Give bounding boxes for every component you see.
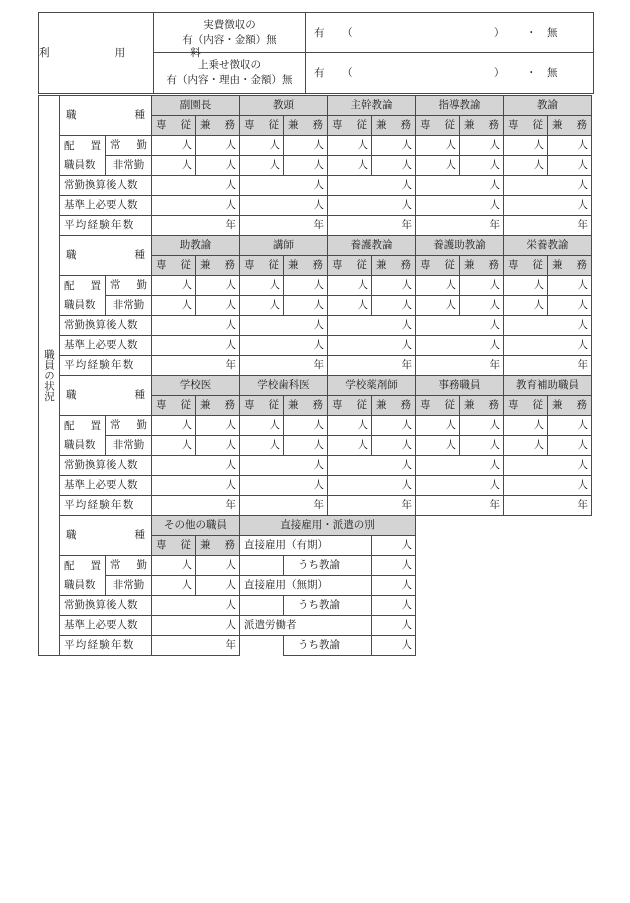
converted-count-cell[interactable]: 人 — [416, 456, 504, 476]
full-time-header: 専 従 — [504, 256, 548, 276]
full-time-header: 専 従 — [328, 256, 372, 276]
count-cell[interactable]: 人 — [328, 296, 372, 316]
count-cell[interactable]: 人 — [328, 436, 372, 456]
count-cell[interactable]: 人 — [196, 556, 240, 576]
full-time-header: 専 従 — [328, 116, 372, 136]
count-cell[interactable]: 人 — [152, 436, 196, 456]
full-time-header: 専 従 — [240, 116, 284, 136]
employment-count[interactable]: 人 — [372, 536, 416, 556]
count-cell[interactable]: 人 — [152, 416, 196, 436]
staff-count-label: 職員数 — [60, 436, 106, 456]
job-name: 講師 — [240, 236, 328, 256]
count-cell[interactable]: 人 — [416, 296, 460, 316]
required-count-label: 基準上必要人数 — [60, 476, 152, 496]
concurrent-header: 兼 務 — [460, 396, 504, 416]
employment-count[interactable]: 人 — [372, 556, 416, 576]
required-count-cell[interactable]: 人 — [416, 196, 504, 216]
staff-side-label: 職員の状況 — [39, 96, 60, 656]
indent-spacer — [240, 596, 284, 616]
job-name: 副園長 — [152, 96, 240, 116]
count-cell[interactable]: 人 — [240, 296, 284, 316]
employment-header: 直接雇用・派遣の別 — [240, 516, 416, 536]
avg-years-cell[interactable]: 年 — [504, 496, 592, 516]
count-cell[interactable]: 人 — [548, 416, 592, 436]
count-cell[interactable]: 人 — [284, 136, 328, 156]
concurrent-header: 兼 務 — [284, 396, 328, 416]
blank-area — [416, 616, 594, 636]
avg-years-cell[interactable]: 年 — [152, 216, 240, 236]
nonregular-label: 非常勤 — [106, 296, 152, 316]
converted-count-cell[interactable]: 人 — [504, 456, 592, 476]
count-cell[interactable]: 人 — [460, 436, 504, 456]
avg-years-cell[interactable]: 年 — [240, 496, 328, 516]
count-cell[interactable]: 人 — [196, 436, 240, 456]
assigned-label: 配 置 — [60, 276, 106, 296]
converted-count-cell[interactable]: 人 — [328, 176, 416, 196]
count-cell[interactable]: 人 — [196, 136, 240, 156]
count-cell[interactable]: 人 — [196, 276, 240, 296]
required-count-label: 基準上必要人数 — [60, 616, 152, 636]
full-time-header: 専 従 — [416, 116, 460, 136]
nonregular-label: 非常勤 — [106, 576, 152, 596]
count-cell[interactable]: 人 — [504, 436, 548, 456]
count-cell[interactable]: 人 — [240, 436, 284, 456]
regular-label: 常 勤 — [106, 276, 152, 296]
full-time-header: 専 従 — [328, 396, 372, 416]
concurrent-header: 兼 務 — [548, 396, 592, 416]
full-time-header: 専 従 — [504, 116, 548, 136]
count-cell[interactable]: 人 — [196, 416, 240, 436]
count-cell[interactable]: 人 — [460, 136, 504, 156]
concurrent-header: 兼 務 — [284, 116, 328, 136]
count-cell[interactable]: 人 — [460, 156, 504, 176]
fee-label: 利 用 料 — [39, 13, 154, 94]
employment-type: 直接雇用（有期） — [240, 536, 372, 556]
avg-years-cell[interactable]: 年 — [152, 636, 240, 656]
converted-count-cell[interactable]: 人 — [240, 316, 328, 336]
required-count-cell[interactable]: 人 — [416, 476, 504, 496]
required-count-cell[interactable]: 人 — [240, 476, 328, 496]
job-name: 教諭 — [504, 96, 592, 116]
count-cell[interactable]: 人 — [372, 436, 416, 456]
converted-count-label: 常勤換算後人数 — [60, 456, 152, 476]
converted-count-cell[interactable]: 人 — [152, 596, 240, 616]
converted-count-cell[interactable]: 人 — [328, 456, 416, 476]
count-cell[interactable]: 人 — [152, 556, 196, 576]
staff-table — [38, 95, 593, 656]
job-name: 養護助教諭 — [416, 236, 504, 256]
count-cell[interactable]: 人 — [372, 136, 416, 156]
count-cell[interactable]: 人 — [372, 156, 416, 176]
count-cell[interactable]: 人 — [240, 276, 284, 296]
count-cell[interactable]: 人 — [152, 136, 196, 156]
surcharge-choice[interactable]: 有 （ ） ・ 無 — [306, 53, 594, 94]
full-time-header: 専 従 — [416, 396, 460, 416]
regular-label: 常 勤 — [106, 136, 152, 156]
count-cell[interactable]: 人 — [372, 416, 416, 436]
concurrent-header: 兼 務 — [548, 116, 592, 136]
job-name: 主幹教論 — [328, 96, 416, 116]
converted-count-cell[interactable]: 人 — [328, 316, 416, 336]
count-cell[interactable]: 人 — [284, 156, 328, 176]
count-cell[interactable]: 人 — [548, 136, 592, 156]
job-name: 教頭 — [240, 96, 328, 116]
count-cell[interactable]: 人 — [240, 416, 284, 436]
count-cell[interactable]: 人 — [328, 416, 372, 436]
count-cell[interactable]: 人 — [416, 416, 460, 436]
job-name: 養護教論 — [328, 236, 416, 256]
converted-count-cell[interactable]: 人 — [504, 316, 592, 336]
full-time-header: 専 従 — [240, 396, 284, 416]
count-cell[interactable]: 人 — [328, 136, 372, 156]
count-cell[interactable]: 人 — [284, 276, 328, 296]
avg-years-cell[interactable]: 年 — [416, 496, 504, 516]
count-cell[interactable]: 人 — [504, 276, 548, 296]
full-time-header: 専 従 — [152, 536, 196, 556]
job-name: 学校薬剤師 — [328, 376, 416, 396]
avg-years-label: 平均経験年数 — [60, 496, 152, 516]
required-count-cell[interactable]: 人 — [152, 476, 240, 496]
converted-count-cell[interactable]: 人 — [504, 176, 592, 196]
converted-count-cell[interactable]: 人 — [240, 456, 328, 476]
count-cell[interactable]: 人 — [152, 276, 196, 296]
required-count-label: 基準上必要人数 — [60, 196, 152, 216]
assigned-label: 配 置 — [60, 136, 106, 156]
avg-years-cell[interactable]: 年 — [328, 356, 416, 376]
job-name: 学校歯科医 — [240, 376, 328, 396]
avg-years-cell[interactable]: 年 — [416, 356, 504, 376]
full-time-header: 専 従 — [504, 396, 548, 416]
required-count-cell[interactable]: 人 — [328, 196, 416, 216]
count-cell[interactable]: 人 — [372, 276, 416, 296]
regular-label: 常 勤 — [106, 556, 152, 576]
job-type-label: 職 種 — [60, 96, 152, 136]
avg-years-label: 平均経験年数 — [60, 636, 152, 656]
count-cell[interactable]: 人 — [372, 296, 416, 316]
count-cell[interactable]: 人 — [328, 156, 372, 176]
job-name: 栄養教諭 — [504, 236, 592, 256]
blank-area — [416, 576, 594, 596]
fee-table — [38, 12, 594, 94]
count-cell[interactable]: 人 — [460, 416, 504, 436]
concurrent-header: 兼 務 — [196, 116, 240, 136]
job-type-label: 職 種 — [60, 376, 152, 416]
concurrent-header: 兼 務 — [372, 396, 416, 416]
count-cell[interactable]: 人 — [284, 416, 328, 436]
avg-years-cell[interactable]: 年 — [504, 356, 592, 376]
staff-count-label: 職員数 — [60, 296, 106, 316]
full-time-header: 専 従 — [152, 116, 196, 136]
regular-label: 常 勤 — [106, 416, 152, 436]
converted-count-cell[interactable]: 人 — [240, 176, 328, 196]
count-cell[interactable]: 人 — [416, 136, 460, 156]
blank-area — [416, 636, 594, 656]
required-count-cell[interactable]: 人 — [328, 476, 416, 496]
avg-years-cell[interactable]: 年 — [240, 356, 328, 376]
employment-count[interactable]: 人 — [372, 596, 416, 616]
avg-years-label: 平均経験年数 — [60, 216, 152, 236]
required-count-cell[interactable]: 人 — [152, 196, 240, 216]
staff-count-label: 職員数 — [60, 576, 106, 596]
avg-years-cell[interactable]: 年 — [328, 496, 416, 516]
count-cell[interactable]: 人 — [240, 156, 284, 176]
count-cell[interactable]: 人 — [152, 576, 196, 596]
concurrent-header: 兼 務 — [196, 256, 240, 276]
blank-area — [416, 596, 594, 616]
avg-years-cell[interactable]: 年 — [240, 216, 328, 236]
required-count-cell[interactable]: 人 — [504, 336, 592, 356]
count-cell[interactable]: 人 — [284, 436, 328, 456]
surcharge-label: 上乗せ徴収の 有（内容・理由・金額）無 — [154, 53, 306, 94]
employment-type: うち教諭 — [284, 596, 372, 616]
count-cell[interactable]: 人 — [548, 436, 592, 456]
actual-cost-choice[interactable]: 有 （ ） ・ 無 — [306, 13, 594, 53]
count-cell[interactable]: 人 — [416, 276, 460, 296]
job-name: その他の職員 — [152, 516, 240, 536]
nonregular-label: 非常勤 — [106, 156, 152, 176]
count-cell[interactable]: 人 — [460, 276, 504, 296]
indent-spacer — [240, 636, 284, 656]
count-cell[interactable]: 人 — [460, 296, 504, 316]
count-cell[interactable]: 人 — [548, 296, 592, 316]
avg-years-cell[interactable]: 年 — [152, 496, 240, 516]
employment-count[interactable]: 人 — [372, 636, 416, 656]
job-name: 指導教諭 — [416, 96, 504, 116]
full-time-header: 専 従 — [240, 256, 284, 276]
count-cell[interactable]: 人 — [196, 576, 240, 596]
blank-area — [416, 556, 594, 576]
employment-type: 直接雇用（無期） — [240, 576, 372, 596]
count-cell[interactable]: 人 — [152, 296, 196, 316]
avg-years-label: 平均経験年数 — [60, 356, 152, 376]
concurrent-header: 兼 務 — [372, 256, 416, 276]
assigned-label: 配 置 — [60, 556, 106, 576]
required-count-cell[interactable]: 人 — [152, 616, 240, 636]
job-type-label: 職 種 — [60, 236, 152, 276]
count-cell[interactable]: 人 — [196, 156, 240, 176]
job-name: 事務職員 — [416, 376, 504, 396]
concurrent-header: 兼 務 — [196, 536, 240, 556]
converted-count-label: 常勤換算後人数 — [60, 176, 152, 196]
count-cell[interactable]: 人 — [504, 136, 548, 156]
job-name: 学校医 — [152, 376, 240, 396]
actual-cost-label: 実費徴収の 有（内容・金額）無 — [154, 13, 306, 53]
required-count-cell[interactable]: 人 — [416, 336, 504, 356]
converted-count-cell[interactable]: 人 — [152, 316, 240, 336]
count-cell[interactable]: 人 — [548, 276, 592, 296]
indent-spacer — [240, 556, 284, 576]
required-count-cell[interactable]: 人 — [152, 336, 240, 356]
required-count-cell[interactable]: 人 — [240, 336, 328, 356]
count-cell[interactable]: 人 — [416, 436, 460, 456]
required-count-cell[interactable]: 人 — [240, 196, 328, 216]
staff-count-label: 職員数 — [60, 156, 106, 176]
avg-years-cell[interactable]: 年 — [416, 216, 504, 236]
employment-count[interactable]: 人 — [372, 576, 416, 596]
count-cell[interactable]: 人 — [284, 296, 328, 316]
job-name: 助教諭 — [152, 236, 240, 256]
count-cell[interactable]: 人 — [328, 276, 372, 296]
converted-count-label: 常勤換算後人数 — [60, 316, 152, 336]
full-time-header: 専 従 — [152, 256, 196, 276]
count-cell[interactable]: 人 — [504, 416, 548, 436]
converted-count-cell[interactable]: 人 — [416, 176, 504, 196]
full-time-header: 専 従 — [152, 396, 196, 416]
nonregular-label: 非常勤 — [106, 436, 152, 456]
count-cell[interactable]: 人 — [196, 296, 240, 316]
employment-type: うち教諭 — [284, 556, 372, 576]
avg-years-cell[interactable]: 年 — [152, 356, 240, 376]
assigned-label: 配 置 — [60, 416, 106, 436]
required-count-cell[interactable]: 人 — [504, 476, 592, 496]
concurrent-header: 兼 務 — [284, 256, 328, 276]
count-cell[interactable]: 人 — [548, 156, 592, 176]
count-cell[interactable]: 人 — [504, 296, 548, 316]
count-cell[interactable]: 人 — [240, 136, 284, 156]
blank-area — [416, 536, 594, 556]
full-time-header: 専 従 — [416, 256, 460, 276]
concurrent-header: 兼 務 — [548, 256, 592, 276]
employment-type: うち教諭 — [284, 636, 372, 656]
blank-area — [416, 516, 594, 536]
required-count-label: 基準上必要人数 — [60, 336, 152, 356]
count-cell[interactable]: 人 — [152, 156, 196, 176]
job-name: 教育補助職員 — [504, 376, 592, 396]
concurrent-header: 兼 務 — [196, 396, 240, 416]
converted-count-cell[interactable]: 人 — [152, 176, 240, 196]
required-count-cell[interactable]: 人 — [328, 336, 416, 356]
avg-years-cell[interactable]: 年 — [504, 216, 592, 236]
count-cell[interactable]: 人 — [416, 156, 460, 176]
employment-type: 派遣労働者 — [240, 616, 372, 636]
required-count-cell[interactable]: 人 — [504, 196, 592, 216]
avg-years-cell[interactable]: 年 — [328, 216, 416, 236]
job-type-label: 職 種 — [60, 516, 152, 556]
concurrent-header: 兼 務 — [460, 256, 504, 276]
count-cell[interactable]: 人 — [504, 156, 548, 176]
concurrent-header: 兼 務 — [372, 116, 416, 136]
converted-count-cell[interactable]: 人 — [152, 456, 240, 476]
employment-count[interactable]: 人 — [372, 616, 416, 636]
concurrent-header: 兼 務 — [460, 116, 504, 136]
converted-count-cell[interactable]: 人 — [416, 316, 504, 336]
converted-count-label: 常勤換算後人数 — [60, 596, 152, 616]
